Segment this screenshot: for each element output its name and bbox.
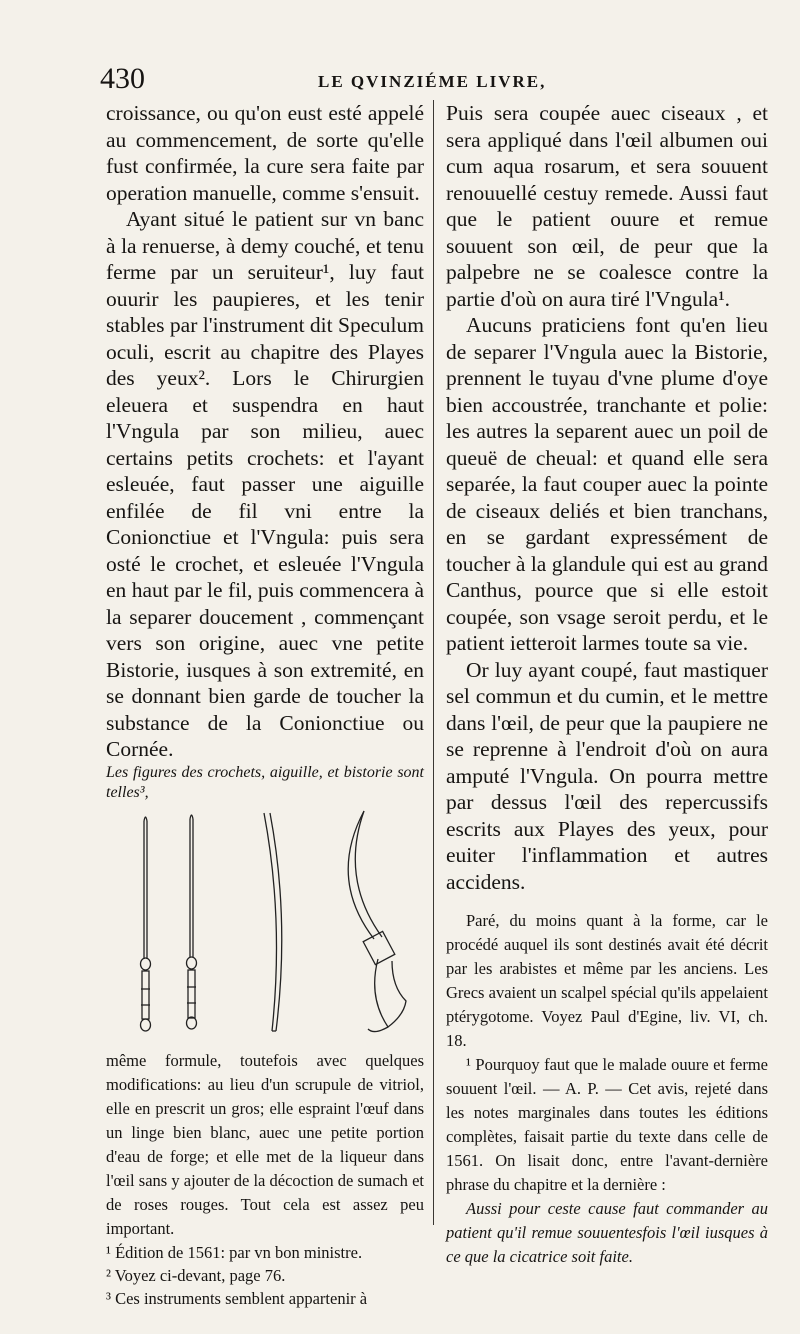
left-paragraph-1: croissance, ou qu'on eust esté appelé au commencement, de sorte qu'elle fust confirmée, la cure sera faite par operation manuelle, comme s'ensuit. bbox=[106, 101, 424, 205]
left-column bbox=[106, 100, 424, 1310]
bistory-illustration bbox=[348, 811, 406, 1032]
right-note-1: Paré, du moins quant à la forme, car le procédé auquel ils sont destinés avait été décrit par les arabistes et même par les anciens. Les Grecs avaient un scalpel spécial qu'ils appelaient ptérygotome. Voyez Paul d'Egine, liv. VI, ch. 18. bbox=[446, 911, 768, 1050]
needle-illustration bbox=[141, 817, 151, 1031]
right-note-2: ¹ Pourquoy faut que le malade ouure et ferme souuent l'œil. — A. P. — Cet avis, rejeté dans les notes marginales dans toutes les éditions complètes, faisait partie du texte dans celle de 1561. On lisait donc, entre l'avant-dernière phrase du chapitre et la dernière : bbox=[446, 1055, 768, 1194]
right-column bbox=[446, 100, 768, 1269]
right-paragraph-3: Or luy ayant coupé, faut mastiquer sel commun et du cumin, et le mettre dans l'œil, de peur que la paupiere ne se reprenne à l'endroit d'où on aura amputé l'Vngula. On pourra mettre par dessus l'œil des repercussifs escrits aux Playes des yeux, pour euiter l'inflammation et autres accidens. bbox=[446, 657, 768, 894]
column-divider bbox=[433, 100, 434, 1225]
crochet-illustration bbox=[187, 815, 197, 1029]
running-title: LE QVINZIÉME LIVRE, bbox=[318, 72, 547, 91]
right-note-3: Aussi pour ceste cause faut commander au patient qu'il remue souuentesfois l'œil iusques à ce que la cicatrice soit faite. bbox=[446, 1199, 768, 1266]
left-footnote-3: ³ Ces instruments semblent appartenir à bbox=[106, 1288, 368, 1308]
probe-illustration bbox=[264, 813, 282, 1031]
left-footnote-1: ¹ Édition de 1561: par vn bon ministre. bbox=[106, 1242, 363, 1262]
right-paragraph-2: Aucuns praticiens font qu'en lieu de separer l'Vngula auec la Bistorie, prennent le tuyau d'vne plume d'oye bien accoustrée, tranchante et polie: les autres la separent auec un poil de queuë de cheual: et quand elle sera separée, la faut couper auec la pointe de ciseaux deliés et bien tranchans, en se gardant expressément de toucher à la glandule qui est au grand Canthus, pource que si elle estoit coupée, son vsage seroit perdu, et le patient ietteroit larmes toute sa vie. bbox=[446, 313, 768, 655]
left-footnote-2: ² Voyez ci-devant, page 76. bbox=[106, 1265, 286, 1285]
instruments-figure bbox=[106, 809, 424, 1049]
right-paragraph-1: Puis sera coupée auec ciseaux , et sera appliqué dans l'œil albumen oui cum aqua rosarum, et sera souuent renouuellé cestuy remede. Aussi faut que le patient ouure et remue souuent son œil, de peur que la palpebre ne se coalesce contre la partie d'où on aura tiré l'Vngula¹. bbox=[446, 101, 768, 311]
spacer bbox=[446, 895, 768, 909]
running-header bbox=[0, 62, 800, 102]
left-paragraph-2: Ayant situé le patient sur vn banc à la renuerse, à demy couché, et tenu ferme par un seruiteur¹, luy faut ouurir les paupieres, et les tenir stables par l'instrument dit Speculum oculi, escrit au chapitre des Playes des yeux². Lors le Chirurgien eleuera et suspendra en haut l'Vngula par son milieu, auec certains petits crochets: et l'ayant esleuée, faut passer une aiguille enfilée de fil vni entre la Conionctiue et l'Vngula: puis sera osté le crochet, et esleuée l'Vngula en haut par le fil, puis commencera à la separer doucement , commençant vers son origine, auec vne petite Bistorie, iusques à son extremité, en se donnant bien garde de toucher la substance de la Conionctiue ou Cornée. bbox=[106, 207, 424, 761]
page-number: 430 bbox=[100, 62, 145, 95]
left-note-continuation: même formule, toutefois avec quelques modifications: au lieu d'un scrupule de vitriol, elle en prescrit un gros; elle espraint l'œuf dans un linge bien blanc, auec une petite portion d'eau de forge; et elle met de la liqueur dans l'œil sans y ajouter de la décoction de sumach et de roses rouges. Tout cela est assez peu important. bbox=[106, 1050, 424, 1238]
figure-caption: Les figures des crochets, aiguille, et bistorie sont telles³, bbox=[106, 763, 424, 801]
